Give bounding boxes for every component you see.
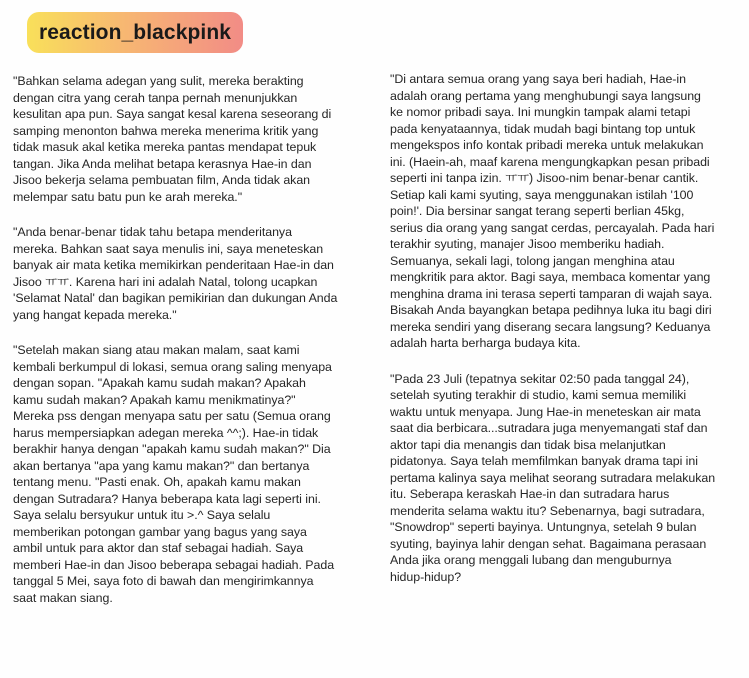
paragraph: "Bahkan selama adegan yang sulit, mereka berakting dengan citra yang cerah tanpa pernah menunjukkan kesulitan apa pun. Saya sangat kesal karena seseorang di samping menonton bahwa mereka menerima kritik yang tidak masuk akal ketika mereka pantas mendapat tepuk tangan. Jika Anda melihat betapa kerasnya Hae-in dan Jisoo bekerja selama pembuatan film, Anda tidak akan melempar satu batu pun ke arah mereka." [13,74,332,204]
paragraph: "Pada 23 Juli (tepatnya sekitar 02:50 pada tanggal 24), setelah syuting terakhir di studio, kami semua memiliki waktu untuk menyapa. Jung Hae-in meneteskan air mata saat dia berbicara...sutradara juga menyemangati staf dan aktor tapi dia menangis dan tidak bisa melanjutkan pidatonya. Saya telah memfilmkan banyak drama tapi ini pertama kalinya saya melihat seorang sutradara melakukan itu. Seberapa keraskah Hae-in dan sutradara harus menderita selama waktu itu? Sebenarnya, bagi sutradara, "Snowdrop" seperti bayinya. Untungnya, setelah 9 bulan syuting, bayinya lahir dengan sehat. Bagaimana perasaan Anda jika orang menggali lubang dan menguburnya hidup-hidup? [390,371,716,584]
right-text-column [390,71,740,585]
account-badge [27,12,243,53]
paragraph: "Setelah makan siang atau makan malam, saat kami kembali berkumpul di lokasi, semua orang saling menyapa dengan sopan. "Apakah kamu sudah makan? Apakah kamu sudah makan? Apakah kamu menikmatinya?" Mereka pss dengan menyapa satu per satu (Semua orang harus mempersiapkan adegan mereka ^^;). Hae-in tidak berakhir hanya dengan "apakah kamu sudah makan?" Dia akan bertanya "apa yang kamu makan?" dan bertanya tentang menu. "Pasti enak. Oh, apakah kamu makan dengan Sutradara? Hanya beberapa kata lagi seperti ini. Saya selalu bersyukur untuk itu >.^ Saya selalu memberikan potongan gambar yang bagus yang saya ambil untuk para aktor dan staf sebagai hadiah. Saya memberi Hae-in dan Jisoo beberapa sebagai hadiah. Pada tanggal 5 Mei, saya foto di bawah dan mengirimkannya saat makan siang. [13,343,335,605]
paragraph: "Anda benar-benar tidak tahu betapa menderitanya mereka. Bahkan saat saya menulis ini, saya meneteskan banyak air mata ketika memikirkan penderitaan Hae-in dan Jisoo ㅠㅠ. Karena hari ini adalah Natal, tolong ucapkan 'Selamat Natal' dan bagikan pemikirian dan dukungan Anda yang hangat kepada mereka." [13,225,338,322]
left-text-column [13,73,377,606]
account-name: reaction_blackpink [39,20,232,44]
paragraph: "Di antara semua orang yang saya beri hadiah, Hae-in adalah orang pertama yang menghubungi saya langsung ke nomor pribadi saya. Ini mungkin tampak alami tetapi pada kenyataannya, tidak mudah bagi bintang top untuk mengekspos info kontak pribadi mereka untuk melakukan ini. (Haein-ah, maaf karena mengungkapkan pesan pribadi seperti ini tanpa izin. ㅠㅠ) Jisoo-nim benar-benar cantik. Setiap kali kami syuting, saya menggunakan istilah '100 poin!'. Dia bersinar sangat terang seperti berlian 45kg, serius dia orang yang sangat cerdas, percayalah. Pada hari terakhir syuting, manajer Jisoo memberiku hadiah. Semuanya, sekali lagi, tolong jangan menghina atau mengkritik para aktor. Bagi saya, membaca komentar yang menghina drama ini terasa seperti tamparan di wajah saya. Bisakah Anda bayangkan betapa pedihnya luka itu bagi diri mereka sendiri yang diserang secara langsung? Keduanya adalah harta berharga budaya kita. [390,72,715,350]
